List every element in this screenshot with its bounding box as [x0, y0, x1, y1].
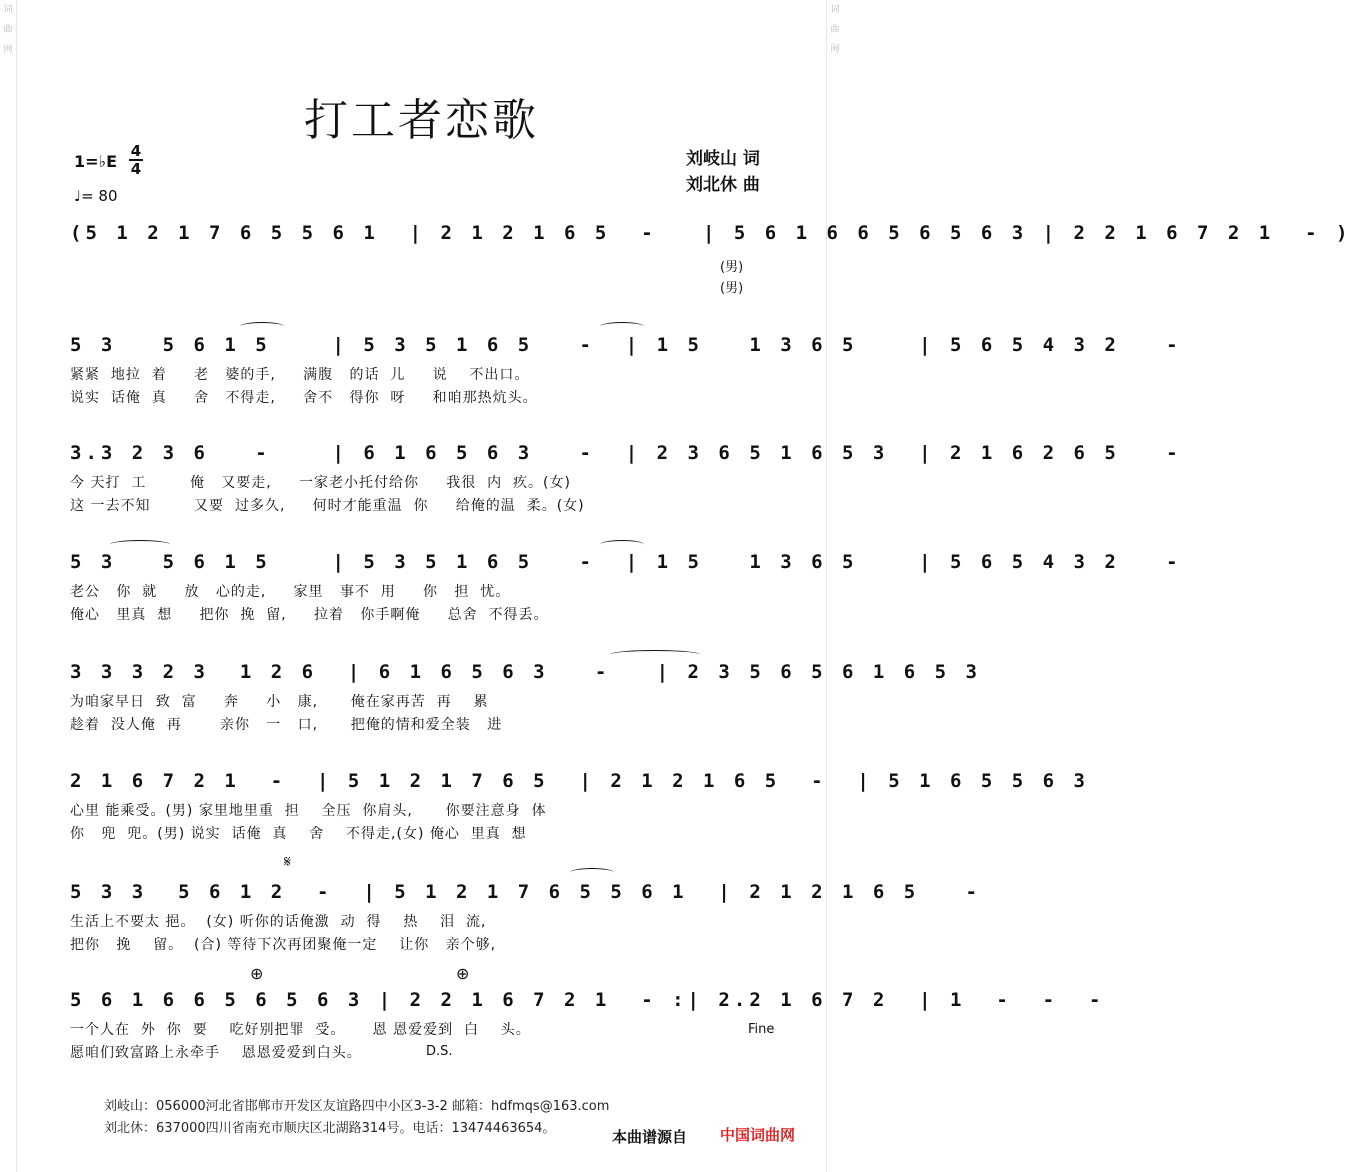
lyric-verse-1: 今 天打 工 俺 又要走, 一家老小托付给你 我很 内 疚。(女): [70, 475, 571, 491]
meter-top: 4: [130, 142, 142, 160]
slur: [600, 540, 644, 549]
notation-row: 3 3 3 2 3 1 2 6 | 6 1 6 5 6 3 - | 2 3 5 6 5 6 1 6 5 3: [70, 661, 981, 683]
notation-row: 5 3 5 6 1 5 | 5 3 5 1 6 5 - | 1 5 1 3 6 5 | 5 6 5 4 3 2 -: [70, 551, 1182, 573]
source-label: 本曲谱源自: [612, 1128, 688, 1146]
notation-row: 3.3 2 3 6 - | 6 1 6 5 6 3 - | 2 3 6 5 1 6 5 3 | 2 1 6 2 6 5 -: [70, 442, 1182, 464]
lyricist-credit: 刘岐山 词: [686, 149, 760, 169]
lyric-verse-1: 为咱家早日 致 富 奔 小 康, 俺在家再苦 再 累: [70, 694, 489, 710]
slur: [610, 650, 700, 659]
tempo-marking: ♩= 80: [74, 187, 118, 205]
contact-footer: [104, 1096, 609, 1140]
fine-mark: Fine: [748, 1022, 775, 1037]
watermark-strip-left: [0, 0, 17, 1172]
lyric-verse-1: 生活上不要太 挹。 (女) 听你的话俺激 动 得 热 泪 流,: [70, 914, 487, 930]
footer-lyricist-contact: 刘岐山：056000河北省邯郸市开发区友谊路四中小区3-3-2 邮箱：hdfmqs@163.com: [104, 1099, 610, 1114]
gender-mark: (男): [720, 260, 744, 275]
source-site-link[interactable]: 中国词曲网: [720, 1126, 796, 1144]
lyric-verse-1: 一个人在 外 你 要 吃好别把罪 受。 恩 恩爱爱到 白 头。: [70, 1022, 531, 1038]
notation-row: 5 6 1 6 6 5 6 5 6 3 | 2 2 1 6 7 2 1 - :| 2.2 1 6 7 2 | 1 - - -: [70, 989, 1105, 1011]
song-title: 打工者恋歌: [304, 95, 539, 146]
composer-credit: 刘北休 曲: [686, 175, 760, 195]
coda-mark: ⊕: [456, 964, 470, 983]
watermark-text: 词曲网: [830, 5, 840, 55]
time-signature: [129, 143, 143, 177]
lyric-verse-1: 紧紧 地拉 着 老 婆的手, 满腹 的话 儿 说 不出口。: [70, 367, 530, 383]
lyric-verse-2: 这 一去不知 又要 过多久, 何时才能重温 你 给俺的温 柔。(女): [70, 498, 585, 514]
lyric-verse-2: 愿咱们致富路上永牵手 恩恩爱爱到白头。: [70, 1045, 362, 1061]
slur: [110, 540, 170, 549]
lyric-verse-2: 把你 挽 留。 (合) 等待下次再团聚俺一定 让你 亲个够,: [70, 937, 497, 953]
slur: [570, 868, 614, 877]
notation-row: 2 1 6 7 2 1 - | 5 1 2 1 7 6 5 | 2 1 2 1 6 5 - | 5 1 6 5 5 6 3: [70, 770, 1089, 792]
key-signature: 1=♭E: [74, 152, 118, 171]
lyric-verse-2: 你 兜 兜。(男) 说实 话俺 真 舍 不得走,(女) 俺心 里真 想: [70, 826, 527, 842]
gender-mark: (男): [720, 281, 744, 296]
watermark-text: 词曲网: [3, 5, 13, 55]
meter-bottom: 4: [130, 160, 142, 178]
footer-composer-contact: 刘北休：637000四川省南充市顺庆区北湖路314号。电话：13474463654。: [104, 1121, 556, 1136]
lyric-verse-2: 说实 话俺 真 舍 不得走, 舍不 得你 呀 和咱那热炕头。: [70, 390, 538, 406]
notation-row: 5 3 3 5 6 1 2 - | 5 1 2 1 7 6 5 5 6 1 | 2 1 2 1 6 5 -: [70, 881, 981, 903]
notation-row: 5 3 5 6 1 5 | 5 3 5 1 6 5 - | 1 5 1 3 6 5 | 5 6 5 4 3 2 -: [70, 334, 1182, 356]
lyric-verse-2: 俺心 里真 想 把你 挽 留, 拉着 你手啊俺 总舍 不得丢。: [70, 607, 549, 623]
lyric-verse-1: 心里 能乘受。(男) 家里地里重 担 全压 你肩头, 你要注意身 体: [70, 803, 547, 819]
segno-mark: 𝄋: [284, 852, 291, 871]
credits: [686, 146, 760, 198]
lyric-verse-2: 趁着 没人俺 再 亲你 一 口, 把俺的情和爱全装 进: [70, 717, 503, 733]
slur: [600, 322, 644, 331]
ds-mark: D.S.: [426, 1044, 453, 1059]
slur: [240, 322, 284, 331]
lyric-verse-1: 老公 你 就 放 心的走, 家里 事不 用 你 担 忧。: [70, 584, 511, 600]
notation-row-intro: (5 1 2 1 7 6 5 5 6 1 | 2 1 2 1 6 5 - | 5 6 1 6 6 5 6 5 6 3 | 2 2 1 6 7 2 1 - ): [70, 222, 1351, 244]
coda-mark: ⊕: [250, 964, 264, 983]
